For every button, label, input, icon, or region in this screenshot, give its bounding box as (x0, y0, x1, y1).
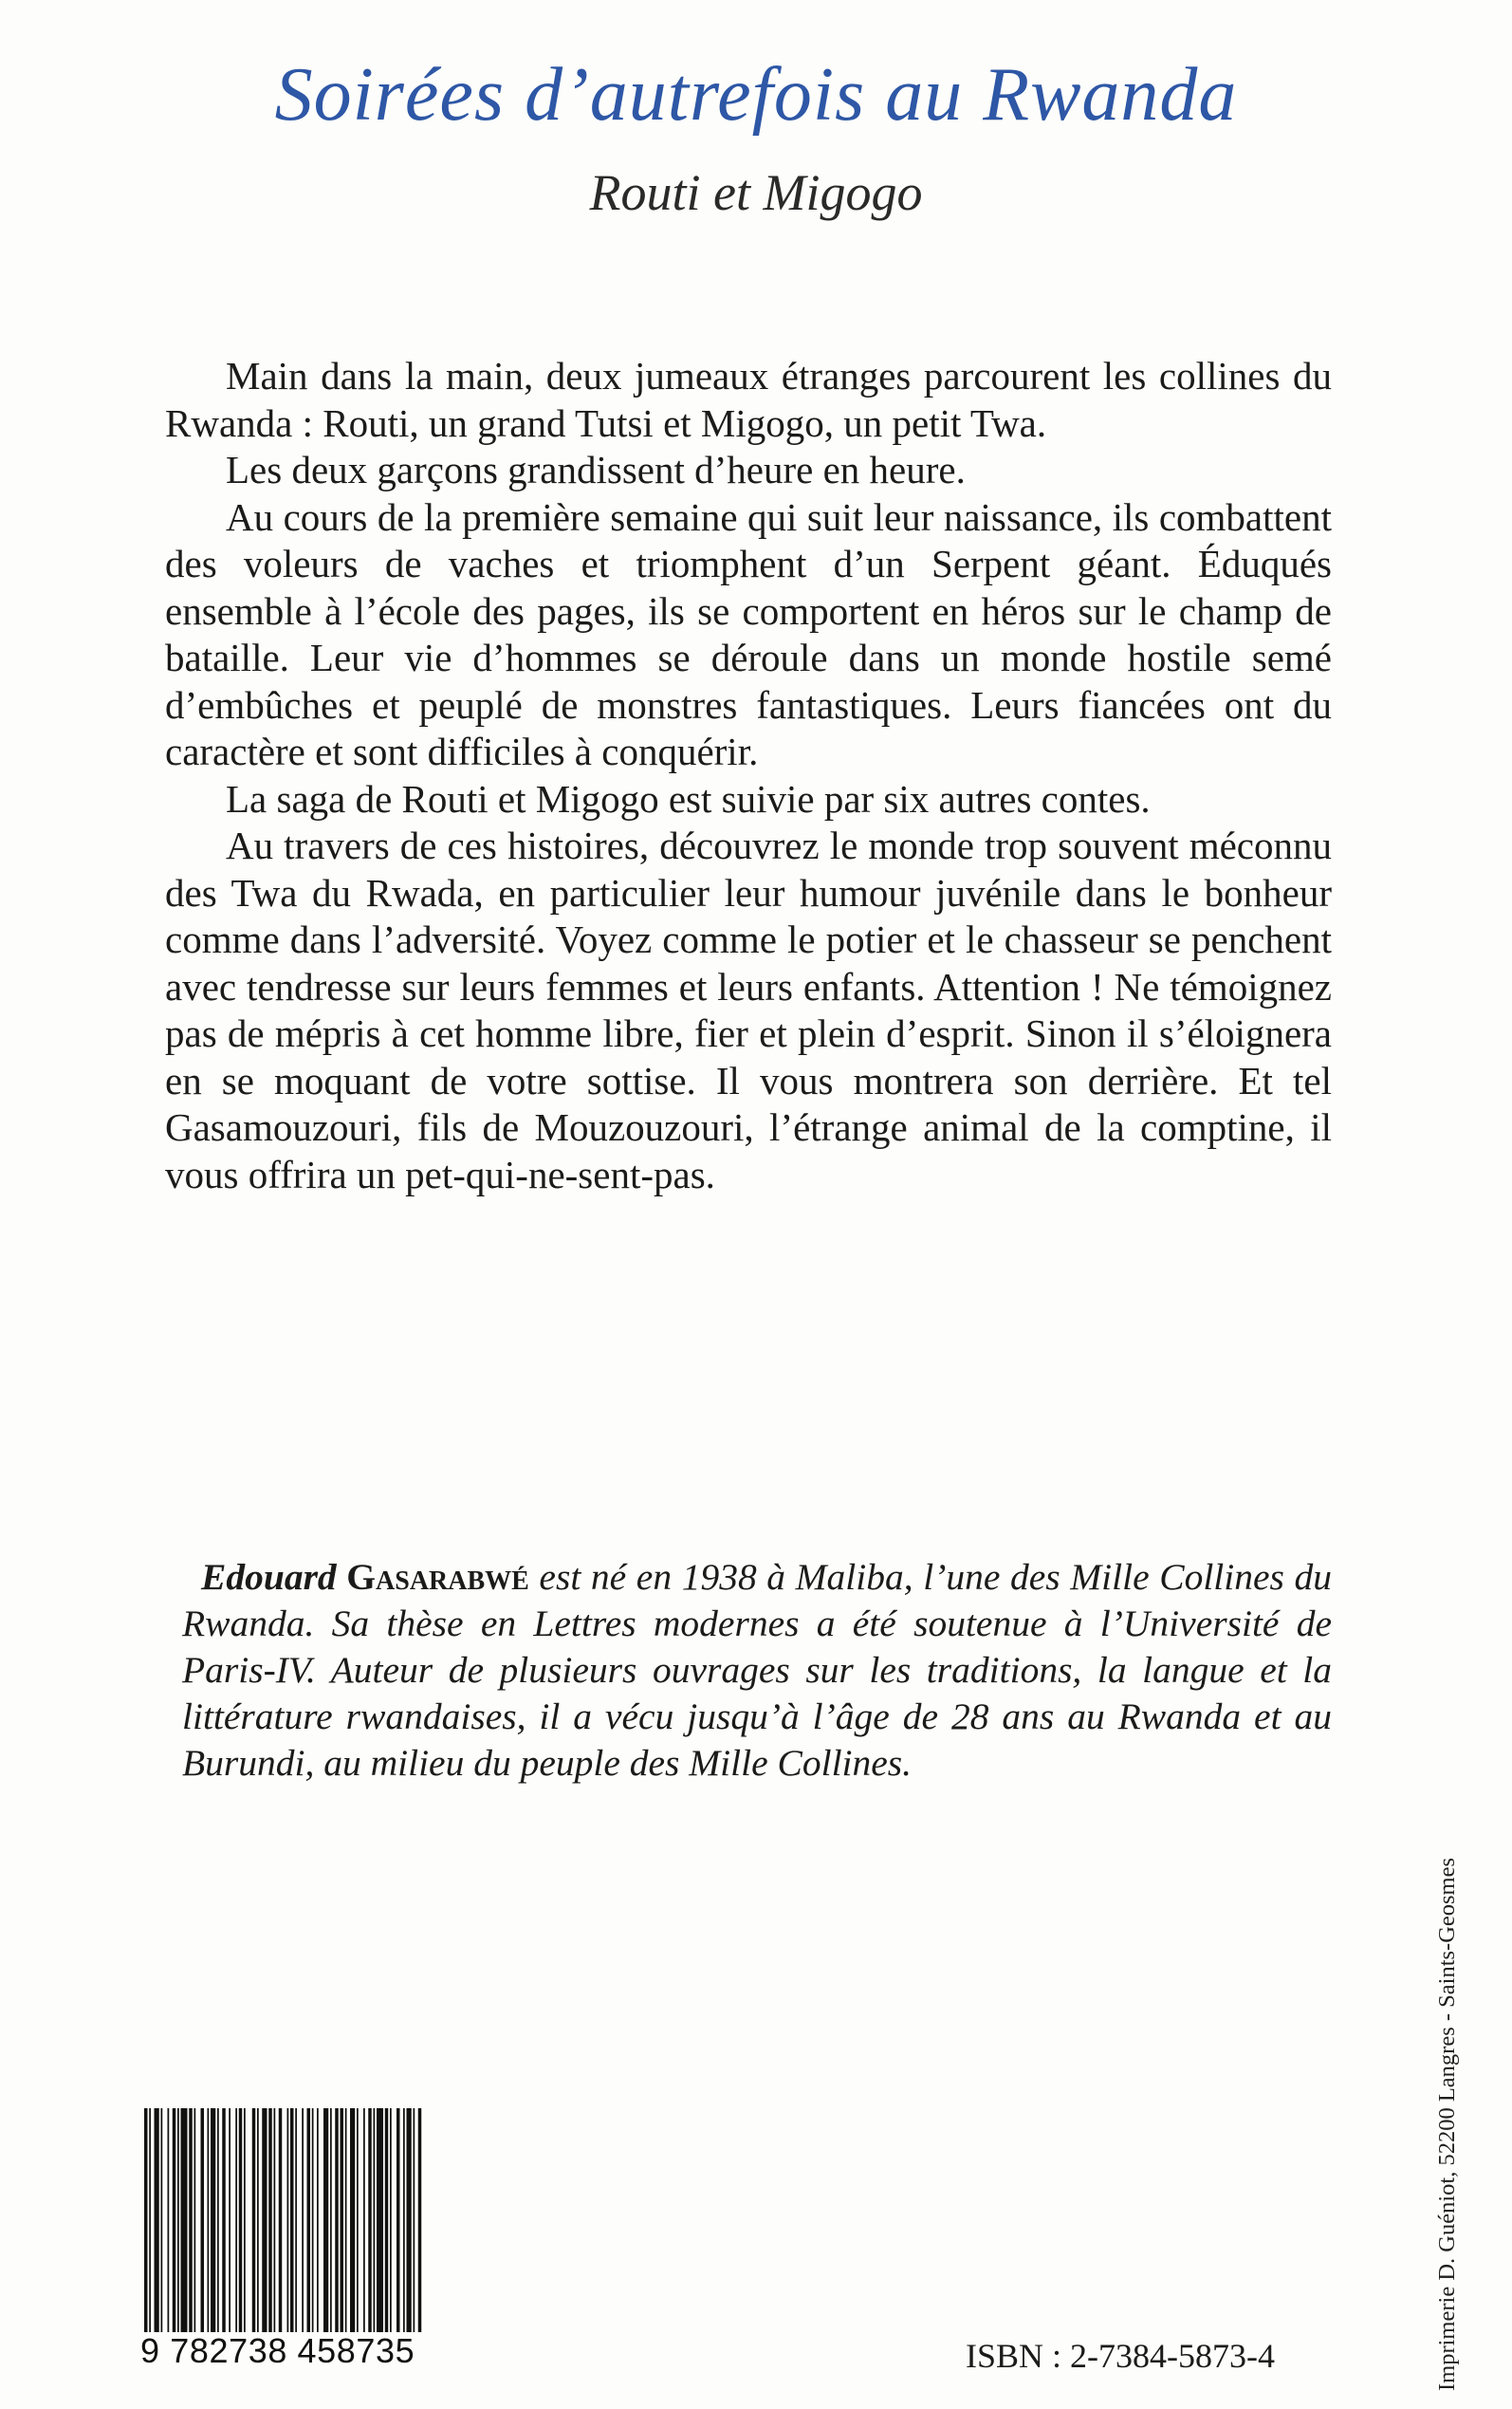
barcode-bar (279, 2108, 283, 2338)
barcode-bar (173, 2108, 176, 2338)
barcode-bar (208, 2108, 210, 2338)
blurb-paragraph: Au cours de la première semaine qui suit leur naissance, ils combattent des voleurs de vaches et triomphent d’un Serpent géant. Éduqués ensemble à l’école des pages, ils se comportent en héros sur le champ de bataille. Leur vie d’hommes se déroule dans un monde hostile semé d’embûches et peuplé de monstres fantastiques. Leurs fiancées ont du caractère et sont difficiles à conquérir. (165, 494, 1332, 773)
blurb-paragraph: Main dans la main, deux jumeaux étranges parcourent les collines du Rwanda : Routi, un grand Tutsi et Migogo, un petit Twa. (165, 354, 1332, 445)
author-bio (182, 1554, 1332, 1787)
barcode-bar (161, 2108, 163, 2338)
barcode-bar (357, 2108, 359, 2338)
barcode-bar (229, 2108, 230, 2338)
barcode-bar (144, 2108, 148, 2338)
barcode-icon (140, 2108, 427, 2338)
barcode (140, 2108, 427, 2338)
barcode-bar (312, 2108, 314, 2338)
blurb-paragraph: La saga de Routi et Migogo est suivie par six autres contes. (226, 776, 1151, 821)
barcode-bar (194, 2108, 196, 2338)
author-last-name: Gasarabwé (346, 1556, 529, 1598)
printer-credit: Imprimerie D. Guéniot, 52200 Langres - Saints-Geosmes (1434, 1857, 1460, 2391)
barcode-bar (307, 2108, 311, 2338)
isbn: ISBN : 2-7384-5873-4 (966, 2337, 1275, 2375)
barcode-bar (368, 2108, 372, 2338)
blurb-paragraph: Les deux garçons grandissent d’heure en heure. (226, 448, 966, 491)
book-title: Soirées d’autrefois au Rwanda (274, 53, 1238, 137)
back-cover-blurb (165, 353, 1332, 1198)
barcode-bar (177, 2108, 179, 2338)
barcode-bar (345, 2108, 347, 2338)
barcode-bar (363, 2108, 365, 2338)
barcode-bar (317, 2108, 319, 2338)
barcode-bar (235, 2108, 237, 2338)
barcode-bar (274, 2108, 276, 2338)
barcode-bar (149, 2108, 151, 2338)
barcode-bar (414, 2108, 415, 2338)
barcode-bar (181, 2108, 188, 2338)
barcode-bar (155, 2108, 159, 2338)
barcode-bar (168, 2108, 170, 2338)
barcode-bar (239, 2108, 243, 2338)
barcode-bar (396, 2108, 400, 2338)
barcode-bar (290, 2108, 294, 2338)
barcode-bar (407, 2108, 412, 2338)
barcode-bar (350, 2108, 355, 2338)
barcode-bar (403, 2108, 405, 2338)
barcode-bar (323, 2108, 328, 2338)
barcode-bar (252, 2108, 256, 2338)
barcode-bar (222, 2108, 226, 2338)
barcode-bar (287, 2108, 289, 2338)
barcode-bar (295, 2108, 297, 2338)
barcode-bar (257, 2108, 259, 2338)
barcode-digits: 9 782738 458735 (140, 2332, 427, 2370)
barcode-bar (390, 2108, 392, 2338)
author-bio-text: est né en 1938 à Maliba, l’une des Mille Collines du Rwanda. Sa thèse en Lettres modernes a été soutenue à l’Université de Paris-IV. Auteur de plusieurs ouvrages sur les traditions, la langue et la littérature rwandaises, il a vécu jusqu’à l’âge de 28 ans au Rwanda et au Burundi, au milieu du peuple des Mille Collines. (182, 1556, 1333, 1784)
barcode-bar (211, 2108, 215, 2338)
barcode-bar (418, 2108, 422, 2338)
barcode-bar (374, 2108, 376, 2338)
blurb-paragraph: Au travers de ces histoires, découvrez le monde trop souvent méconnu des Twa du Rwada, en particulier leur humour juvénile dans le bonheur comme dans l’adversité. Voyez comme le potier et le chasseur se penchent avec tendresse sur leurs femmes et leurs enfants. Attention ! Ne témoignez pas de mépris à cet homme libre, fier et plein d’esprit. Sinon il s’éloignera en se moquant de votre sottise. Il vous montrera son derrière. Et tel Gasamouzouri, fils de Mouzouzouri, l’étrange animal de la comptine, il vous offrira un pet-qui-ne-sent-pas. (165, 824, 1332, 1196)
barcode-bar (335, 2108, 339, 2338)
barcode-bar (385, 2108, 389, 2338)
barcode-bar (377, 2108, 383, 2338)
book-subtitle: Routi et Migogo (589, 164, 923, 221)
barcode-bar (268, 2108, 272, 2338)
barcode-bar (330, 2108, 332, 2338)
barcode-bar (341, 2108, 344, 2338)
barcode-bar (189, 2108, 193, 2338)
barcode-bar (244, 2108, 246, 2338)
barcode-bar (201, 2108, 205, 2338)
barcode-bar (302, 2108, 304, 2338)
barcode-bar (217, 2108, 219, 2338)
barcode-bar (262, 2108, 267, 2338)
author-first-name: Edouard (201, 1556, 337, 1598)
